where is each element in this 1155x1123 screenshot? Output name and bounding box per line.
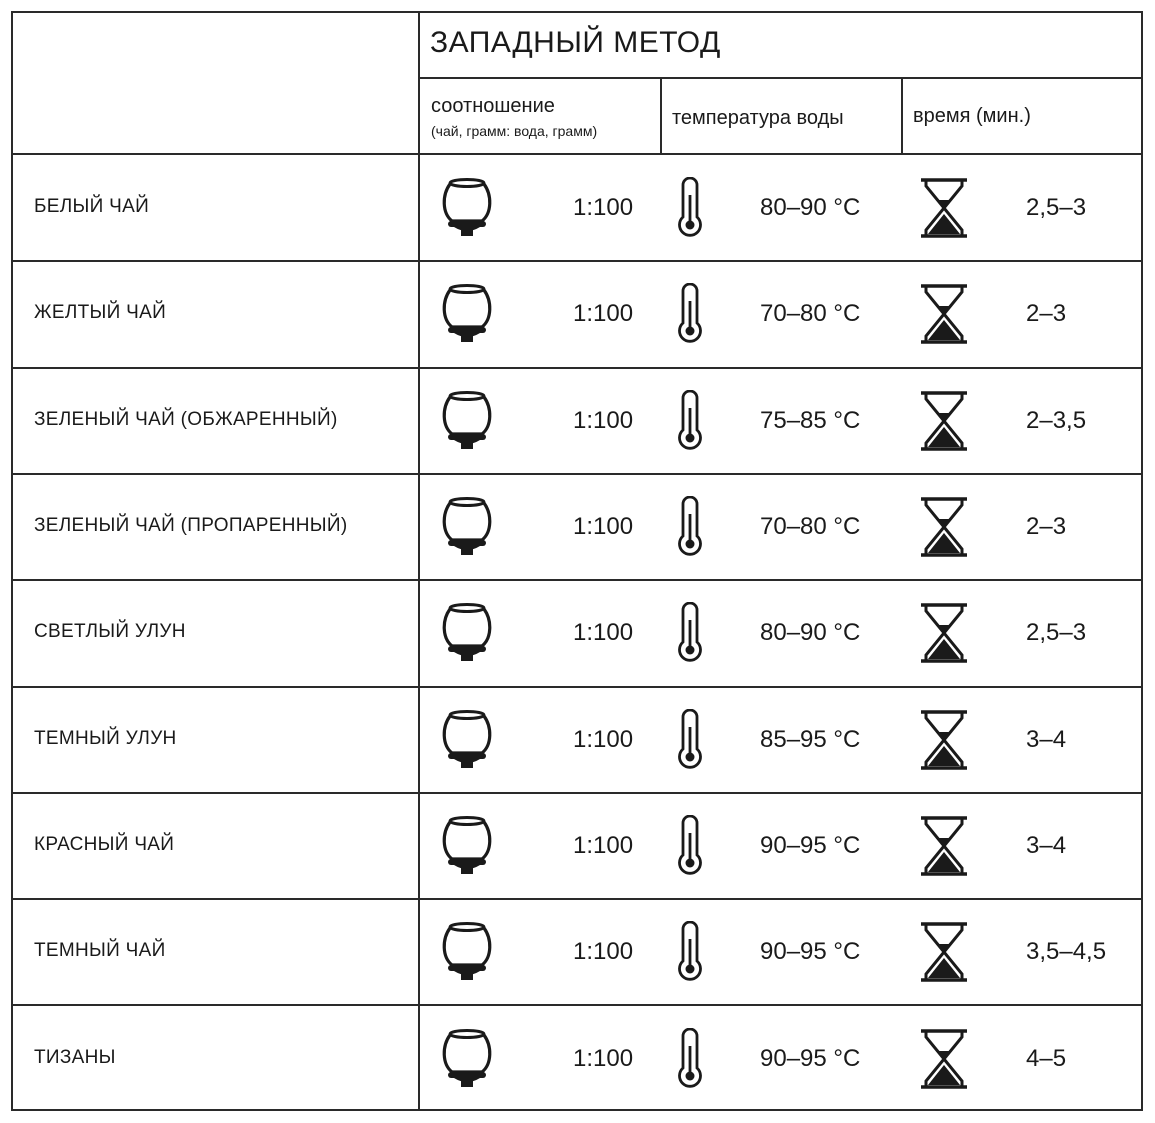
hourglass-icon bbox=[919, 283, 969, 350]
hourglass-icon bbox=[919, 177, 969, 244]
temperature-value: 90–95 °C bbox=[760, 1044, 861, 1072]
hourglass-icon bbox=[919, 390, 969, 457]
temperature-value: 70–80 °C bbox=[760, 513, 861, 541]
ratio-column-divider bbox=[660, 78, 662, 154]
table-row bbox=[13, 474, 1141, 580]
time-value: 2–3 bbox=[1026, 513, 1067, 541]
thermometer-icon bbox=[677, 815, 703, 882]
time-value: 3–4 bbox=[1026, 725, 1067, 753]
thermometer-icon bbox=[677, 496, 703, 563]
thermometer-icon bbox=[677, 1028, 703, 1095]
ratio-value: 1:100 bbox=[573, 619, 634, 647]
tea-name: КРАСНЫЙ ЧАЙ bbox=[34, 833, 175, 855]
thermometer-icon bbox=[677, 390, 703, 457]
tea-name: ЖЕЛТЫЙ ЧАЙ bbox=[34, 302, 167, 324]
table-row bbox=[13, 368, 1141, 474]
gaiwan-icon bbox=[440, 283, 494, 352]
time-value: 2,5–3 bbox=[1026, 194, 1087, 222]
ratio-value: 1:100 bbox=[573, 406, 634, 434]
table-row bbox=[13, 687, 1141, 793]
tea-name: БЕЛЫЙ ЧАЙ bbox=[34, 196, 150, 218]
temperature-value: 90–95 °C bbox=[760, 831, 861, 859]
temperature-value: 80–90 °C bbox=[760, 194, 861, 222]
temperature-value: 75–85 °C bbox=[760, 406, 861, 434]
gaiwan-icon bbox=[440, 709, 494, 778]
ratio-value: 1:100 bbox=[573, 725, 634, 753]
time-value: 2–3 bbox=[1026, 300, 1067, 328]
temperature-value: 70–80 °C bbox=[760, 300, 861, 328]
thermometer-icon bbox=[677, 921, 703, 988]
time-value: 3,5–4,5 bbox=[1026, 938, 1107, 966]
hourglass-icon bbox=[919, 709, 969, 776]
ratio-value: 1:100 bbox=[573, 938, 634, 966]
tea-name: ЗЕЛЕНЫЙ ЧАЙ (ПРОПАРЕННЫЙ) bbox=[34, 515, 348, 537]
time-value: 2,5–3 bbox=[1026, 619, 1087, 647]
tea-name: ТИЗАНЫ bbox=[34, 1046, 116, 1068]
tea-name: ТЕМНЫЙ ЧАЙ bbox=[34, 940, 166, 962]
method-title: ЗАПАДНЫЙ МЕТОД bbox=[430, 26, 721, 59]
hourglass-icon bbox=[919, 1028, 969, 1095]
table-row bbox=[13, 580, 1141, 686]
thermometer-icon bbox=[677, 709, 703, 776]
ratio-value: 1:100 bbox=[573, 513, 634, 541]
tea-name: ЗЕЛЕНЫЙ ЧАЙ (ОБЖАРЕННЫЙ) bbox=[34, 408, 338, 430]
time-value: 2–3,5 bbox=[1026, 406, 1087, 434]
table-row bbox=[13, 155, 1141, 261]
gaiwan-icon bbox=[440, 390, 494, 459]
tea-name: СВЕТЛЫЙ УЛУН bbox=[34, 621, 186, 643]
thermometer-icon bbox=[677, 283, 703, 350]
table-row bbox=[13, 899, 1141, 1005]
time-value: 4–5 bbox=[1026, 1044, 1067, 1072]
temperature-value: 80–90 °C bbox=[760, 619, 861, 647]
temperature-column-label: температура воды bbox=[672, 107, 844, 129]
tea-name: ТЕМНЫЙ УЛУН bbox=[34, 727, 177, 749]
hourglass-icon bbox=[919, 921, 969, 988]
ratio-value: 1:100 bbox=[573, 831, 634, 859]
ratio-value: 1:100 bbox=[573, 1044, 634, 1072]
ratio-value: 1:100 bbox=[573, 194, 634, 222]
time-column-label: время (мин.) bbox=[913, 105, 1031, 127]
gaiwan-icon bbox=[440, 921, 494, 990]
table-row bbox=[13, 1005, 1141, 1111]
gaiwan-icon bbox=[440, 496, 494, 565]
thermometer-icon bbox=[677, 602, 703, 669]
temperature-column-divider bbox=[901, 78, 903, 154]
gaiwan-icon bbox=[440, 602, 494, 671]
ratio-column-sublabel: (чай, грамм: вода, грамм) bbox=[431, 123, 598, 139]
hourglass-icon bbox=[919, 602, 969, 669]
hourglass-icon bbox=[919, 815, 969, 882]
time-value: 3–4 bbox=[1026, 831, 1067, 859]
thermometer-icon bbox=[677, 177, 703, 244]
ratio-value: 1:100 bbox=[573, 300, 634, 328]
temperature-value: 90–95 °C bbox=[760, 938, 861, 966]
gaiwan-icon bbox=[440, 815, 494, 884]
method-title-divider bbox=[419, 77, 1143, 79]
table-row bbox=[13, 793, 1141, 899]
gaiwan-icon bbox=[440, 1028, 494, 1097]
ratio-column-label: соотношение bbox=[431, 95, 555, 117]
temperature-value: 85–95 °C bbox=[760, 725, 861, 753]
hourglass-icon bbox=[919, 496, 969, 563]
table-row bbox=[13, 261, 1141, 367]
gaiwan-icon bbox=[440, 177, 494, 246]
